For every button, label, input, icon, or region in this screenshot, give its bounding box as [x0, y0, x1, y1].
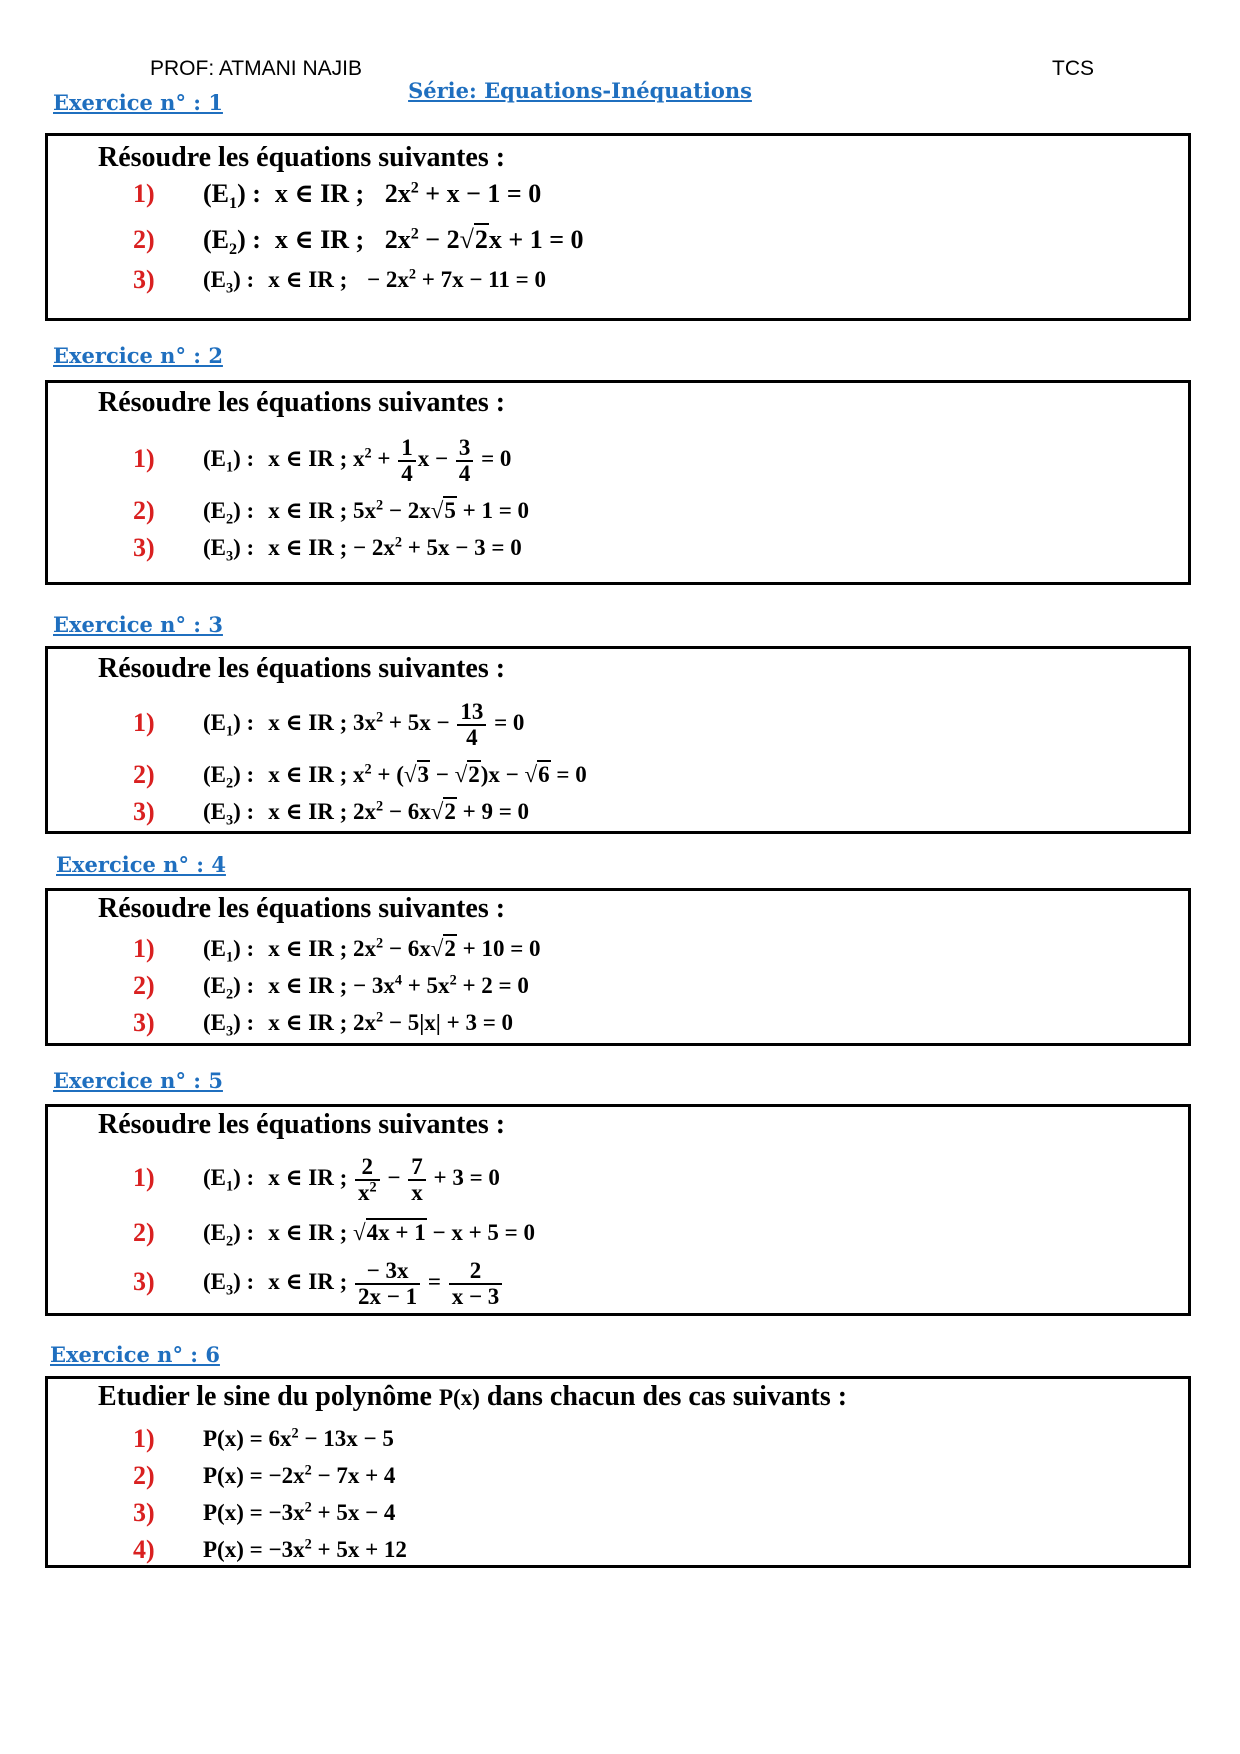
item-number: 1)	[133, 1424, 155, 1453]
equation: $P(x) = 6x^2 - 13x - 5$	[203, 1425, 394, 1451]
exercise-1-instruction: Résoudre les équations suivantes :	[98, 142, 506, 173]
equation: $(E_2)$ : x ∈ IR ; √4x + 1 − x + 5 = 0	[203, 1220, 536, 1250]
item-number: 4)	[133, 1535, 155, 1564]
equation: $(E_3)$ : x ∈ IR ; − $2x^2 + 7x - 11 = 0$	[203, 266, 547, 297]
equation: $(E_3)$ : x ∈ IR ; $2x^2 - 6x√2 + 9 = 0$	[203, 798, 530, 829]
item-number: 2)	[133, 496, 155, 525]
equation: $(E_1)$ : x ∈ IR ; $x^2$ + $\frac{1}{4}$ x − $\frac{3}{4}$ = 0	[203, 434, 512, 486]
item-number: 1)	[133, 179, 155, 208]
equation: $(E_1)$ : x ∈ IR ; $3x^2 + 5x$ − $\frac{13}{4}$ = 0	[203, 698, 525, 750]
exercise-6-instruction: Etudier le sine du polynôme P(x) dans chacun des cas suivants :	[98, 1381, 848, 1412]
class-header: TCS	[1052, 57, 1094, 80]
author-header: PROF: ATMANI NAJIB	[150, 57, 362, 80]
exercise-5-title: Exercice n° : 5	[53, 1068, 223, 1093]
item-number: 2)	[133, 225, 155, 254]
exercise-3-instruction: Résoudre les équations suivantes :	[98, 653, 506, 684]
item-number: 2)	[133, 971, 155, 1000]
equation: $(E_1)$ : x ∈ IR ; $2x^2 - 6x√2 + 10 = 0$	[203, 935, 541, 966]
exercise-1-box	[45, 133, 1191, 321]
item-number: 3)	[133, 265, 155, 294]
item-number: 3)	[133, 1498, 155, 1527]
item-number: 3)	[133, 1267, 155, 1296]
exercise-2-instruction: Résoudre les équations suivantes :	[98, 387, 506, 418]
equation: $(E_2)$ : x ∈ IR ; $x^2 + (√3 - √2)x - √6 = 0$	[203, 761, 587, 792]
item-number: 3)	[133, 1008, 155, 1037]
exercise-5-box	[45, 1104, 1191, 1316]
exercise-4-box	[45, 888, 1191, 1046]
item-number: 2)	[133, 1461, 155, 1490]
series-title: Série: Equations-Inéquations	[408, 78, 752, 103]
equation: $P(x) = -3x^2 + 5x + 12$	[203, 1536, 407, 1562]
exercise-4-title: Exercice n° : 4	[56, 852, 226, 877]
exercise-2-title: Exercice n° : 2	[53, 343, 223, 368]
equation: $(E_3)$ : x ∈ IR ; $\frac{- 3x}{2x - 1}$ = $\frac{2}{x - 3}$	[203, 1253, 504, 1311]
equation: $(E_1)$ : x ∈ IR ; $2x^2 + x - 1 = 0$	[203, 179, 542, 213]
equation: $(E_1)$ : x ∈ IR ; $\frac{2}{x^2}$ − $\frac{7}{x}$ + 3 = 0	[203, 1153, 500, 1205]
exercise-3-title: Exercice n° : 3	[53, 612, 223, 637]
item-number: 1)	[133, 1163, 155, 1192]
item-number: 3)	[133, 797, 155, 826]
exercise-6-title: Exercice n° : 6	[50, 1342, 220, 1367]
item-number: 3)	[133, 533, 155, 562]
item-number: 1)	[133, 708, 155, 737]
equation: $(E_3)$ : x ∈ IR ; − $2x^2 + 5x - 3 = 0$	[203, 534, 522, 565]
exercise-2-box	[45, 380, 1191, 585]
equation: $P(x) = -3x^2 + 5x - 4$	[203, 1499, 396, 1525]
equation: $(E_2)$ : x ∈ IR ; $5x^2 - 2x√5 + 1 = 0$	[203, 497, 530, 528]
item-number: 1)	[133, 444, 155, 473]
exercise-3-box	[45, 646, 1191, 834]
equation: $P(x) = -2x^2 - 7x + 4$	[203, 1462, 396, 1488]
item-number: 1)	[133, 934, 155, 963]
equation: $(E_2)$ : x ∈ IR ; − $3x^4 + 5x^2 + 2 = 0$	[203, 972, 529, 1003]
exercise-6-box	[45, 1376, 1191, 1568]
exercise-5-instruction: Résoudre les équations suivantes :	[98, 1109, 506, 1140]
equation: $(E_2)$ : x ∈ IR ; $2x^2 - 2√2x + 1 = 0$	[203, 225, 584, 259]
item-number: 2)	[133, 760, 155, 789]
exercise-4-instruction: Résoudre les équations suivantes :	[98, 893, 506, 924]
item-number: 2)	[133, 1218, 155, 1247]
equation: $(E_3)$ : x ∈ IR ; $2x^2 - 5|x| + 3 = 0$	[203, 1009, 514, 1040]
exercise-1-title: Exercice n° : 1	[53, 90, 223, 115]
